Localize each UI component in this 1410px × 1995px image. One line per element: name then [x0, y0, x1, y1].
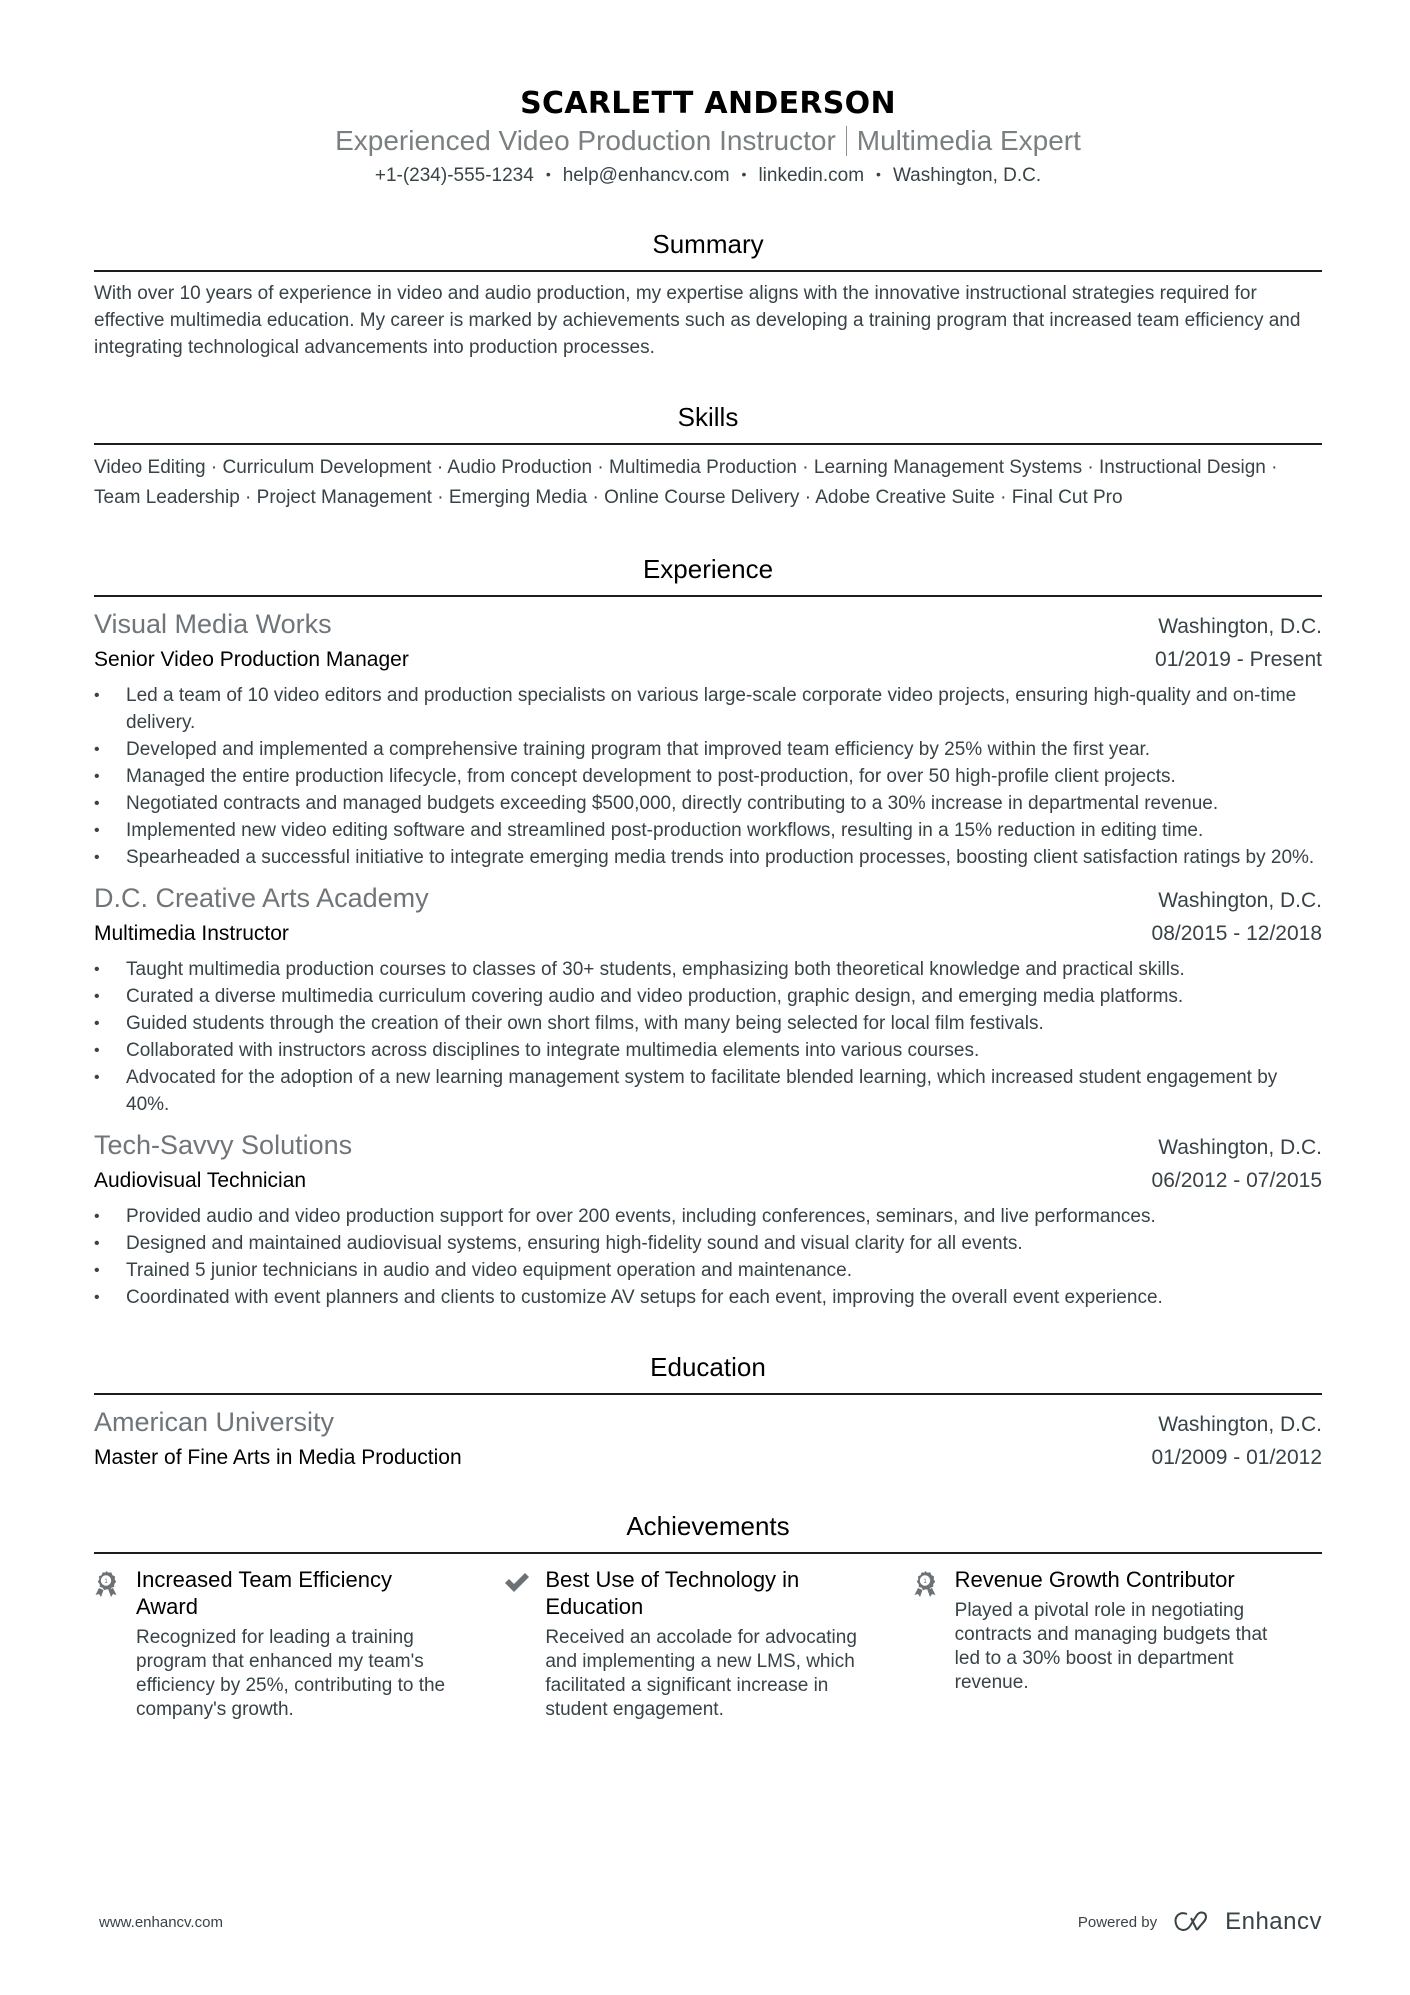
bullet-item: • Provided audio and video production support for over 200 events, including conferences, seminars, and live performances.: [94, 1203, 1322, 1230]
contact-phone: +1-(234)-555-1234: [374, 165, 534, 186]
page-footer: [99, 1908, 1322, 1936]
achievement-description: Recognized for leading a training program that enhanced my team's efficiency by 25%, contributing to the company's growth.: [136, 1627, 446, 1720]
experience-entry: [94, 607, 1322, 871]
section-divider: [94, 1393, 1322, 1395]
bullet-item: • Curated a diverse multimedia curriculum covering audio and video production, graphic design, and emerging media platforms.: [94, 983, 1322, 1010]
education-entry: [94, 1405, 1322, 1474]
company-name: Tech-Savvy Solutions: [94, 1130, 353, 1160]
powered-by-label: Powered by: [1077, 1913, 1158, 1931]
degree: Master of Fine Arts in Media Production: [94, 1446, 462, 1469]
section-heading-experience: Experience: [642, 554, 774, 584]
job-dates: 01/2019 - Present: [1155, 648, 1322, 671]
title-primary: Experienced Video Production Instructor: [335, 125, 836, 156]
section-heading-skills: Skills: [677, 402, 739, 432]
achievement-title: Best Use of Technology in Education: [545, 1567, 800, 1619]
contact-email[interactable]: help@enhancv.com: [562, 165, 730, 186]
education-dates: 01/2009 - 01/2012: [1151, 1446, 1322, 1469]
bullet-item: • Led a team of 10 video editors and production specialists on various large-scale corporate video projects, ensuring high-quality and on-time delivery.: [94, 682, 1322, 736]
contact-linkedin[interactable]: linkedin.com: [758, 165, 865, 186]
bullet-item: • Managed the entire production lifecycle, from concept development to post-production, for over 50 high-profile client projects.: [94, 763, 1322, 790]
experience-section: [94, 553, 1322, 1311]
contact-separator: •: [545, 166, 551, 182]
achievements-section: [94, 1510, 1322, 1722]
summary-text: With over 10 years of experience in video and audio production, my expertise aligns with the innovative instructional strategies required for effective multimedia education. My career is marked by achievements such as developing a training program that increased team efficiency and integrating technological advancements into production processes.: [94, 283, 1301, 358]
job-location: Washington, D.C.: [1158, 889, 1322, 912]
achievement-item: [503, 1566, 912, 1722]
section-heading-summary: Summary: [652, 229, 764, 259]
bullet-item: • Trained 5 junior technicians in audio and video equipment operation and maintenance.: [94, 1257, 1322, 1284]
bullet-item: • Implemented new video editing software and streamlined post-production workflows, resulting in a 15% reduction in editing time.: [94, 817, 1322, 844]
svg-text:1: 1: [922, 1578, 927, 1585]
section-divider: [94, 1552, 1322, 1554]
achievement-description: Received an accolade for advocating and implementing a new LMS, which facilitated a significant increase in student engagement.: [545, 1627, 857, 1720]
candidate-title: [94, 124, 1322, 158]
company-name: D.C. Creative Arts Academy: [94, 883, 429, 913]
job-bullets: [94, 682, 1322, 871]
contact-location: Washington, D.C.: [892, 165, 1042, 186]
job-title: Multimedia Instructor: [94, 922, 289, 945]
achievement-title: Increased Team Efficiency Award: [136, 1567, 392, 1619]
section-heading-education: Education: [650, 1352, 766, 1382]
award-ribbon-icon: [94, 1566, 136, 1722]
achievement-item: [913, 1566, 1322, 1722]
contact-separator: •: [876, 166, 881, 182]
bullet-item: • Collaborated with instructors across disciplines to integrate multimedia elements into various courses.: [94, 1037, 1322, 1064]
title-secondary: Multimedia Expert: [856, 125, 1081, 156]
title-divider: [846, 126, 847, 156]
svg-text:1: 1: [104, 1578, 108, 1585]
skills-section: [94, 401, 1322, 513]
job-location: Washington, D.C.: [1158, 1136, 1322, 1159]
footer-url-link[interactable]: www.enhancv.com: [99, 1913, 223, 1931]
job-dates: 08/2015 - 12/2018: [1151, 922, 1322, 945]
contact-separator: •: [741, 166, 747, 182]
bullet-item: • Taught multimedia production courses to classes of 30+ students, emphasizing both theoretical knowledge and practical skills.: [94, 956, 1322, 983]
bullet-item: • Spearheaded a successful initiative to integrate emerging media trends into production processes, boosting client satisfaction ratings by 20%.: [94, 844, 1322, 871]
experience-entry: [94, 1128, 1322, 1311]
bullet-item: • Coordinated with event planners and clients to customize AV setups for each event, improving the overall event experience.: [94, 1284, 1322, 1311]
achievement-title: Revenue Growth Contributor: [954, 1567, 1235, 1592]
bullet-item: • Advocated for the adoption of a new learning management system to facilitate blended learning, which increased student engagement by 40%.: [94, 1064, 1322, 1118]
section-divider: [94, 270, 1322, 272]
resume-header: [94, 0, 1322, 188]
candidate-name: SCARLETT ANDERSON: [520, 86, 896, 121]
bullet-item: • Guided students through the creation of their own short films, with many being selected for local film festivals.: [94, 1010, 1322, 1037]
enhancv-logo-icon: [1173, 1911, 1217, 1933]
resume-page: [94, 0, 1322, 1722]
school-location: Washington, D.C.: [1158, 1413, 1322, 1436]
company-name: Visual Media Works: [94, 609, 332, 639]
education-section: [94, 1351, 1322, 1474]
job-location: Washington, D.C.: [1158, 615, 1322, 638]
school-name: American University: [94, 1407, 335, 1437]
summary-section: [94, 228, 1322, 361]
bullet-item: • Developed and implemented a comprehensive training program that improved team efficiency by 25% within the first year.: [94, 736, 1322, 763]
section-divider: [94, 595, 1322, 597]
experience-entry: [94, 881, 1322, 1118]
checkmark-icon: [503, 1566, 545, 1722]
enhancv-brand-name: Enhancv: [1225, 1908, 1322, 1935]
job-dates: 06/2012 - 07/2015: [1151, 1169, 1322, 1192]
section-heading-achievements: Achievements: [626, 1511, 790, 1541]
section-divider: [94, 443, 1322, 445]
job-title: Senior Video Production Manager: [94, 648, 409, 671]
achievement-description: Played a pivotal role in negotiating contracts and managing budgets that led to a 30% boost in department revenue.: [954, 1600, 1268, 1693]
powered-by: [1078, 1908, 1322, 1936]
award-ribbon-icon: [913, 1566, 955, 1722]
job-title: Audiovisual Technician: [94, 1169, 307, 1192]
bullet-item: • Negotiated contracts and managed budgets exceeding $500,000, directly contributing to a 30% increase in departmental revenue.: [94, 790, 1322, 817]
job-bullets: [94, 1203, 1322, 1311]
contact-line: [94, 162, 1322, 188]
skills-list: Video Editing · Curriculum Development · Audio Production · Multimedia Production · Learning Management Systems · Instructional Design · Team Leadership · Project Management · Emerging Media · Online Course Delivery · Adobe Creative Suite · Final Cut Pro: [94, 457, 1278, 508]
job-bullets: [94, 956, 1322, 1118]
bullet-item: • Designed and maintained audiovisual systems, ensuring high-fidelity sound and visual clarity for all events.: [94, 1230, 1322, 1257]
achievement-item: [94, 1566, 503, 1722]
achievements-grid: [94, 1566, 1322, 1722]
enhancv-logo[interactable]: [1173, 1908, 1322, 1936]
